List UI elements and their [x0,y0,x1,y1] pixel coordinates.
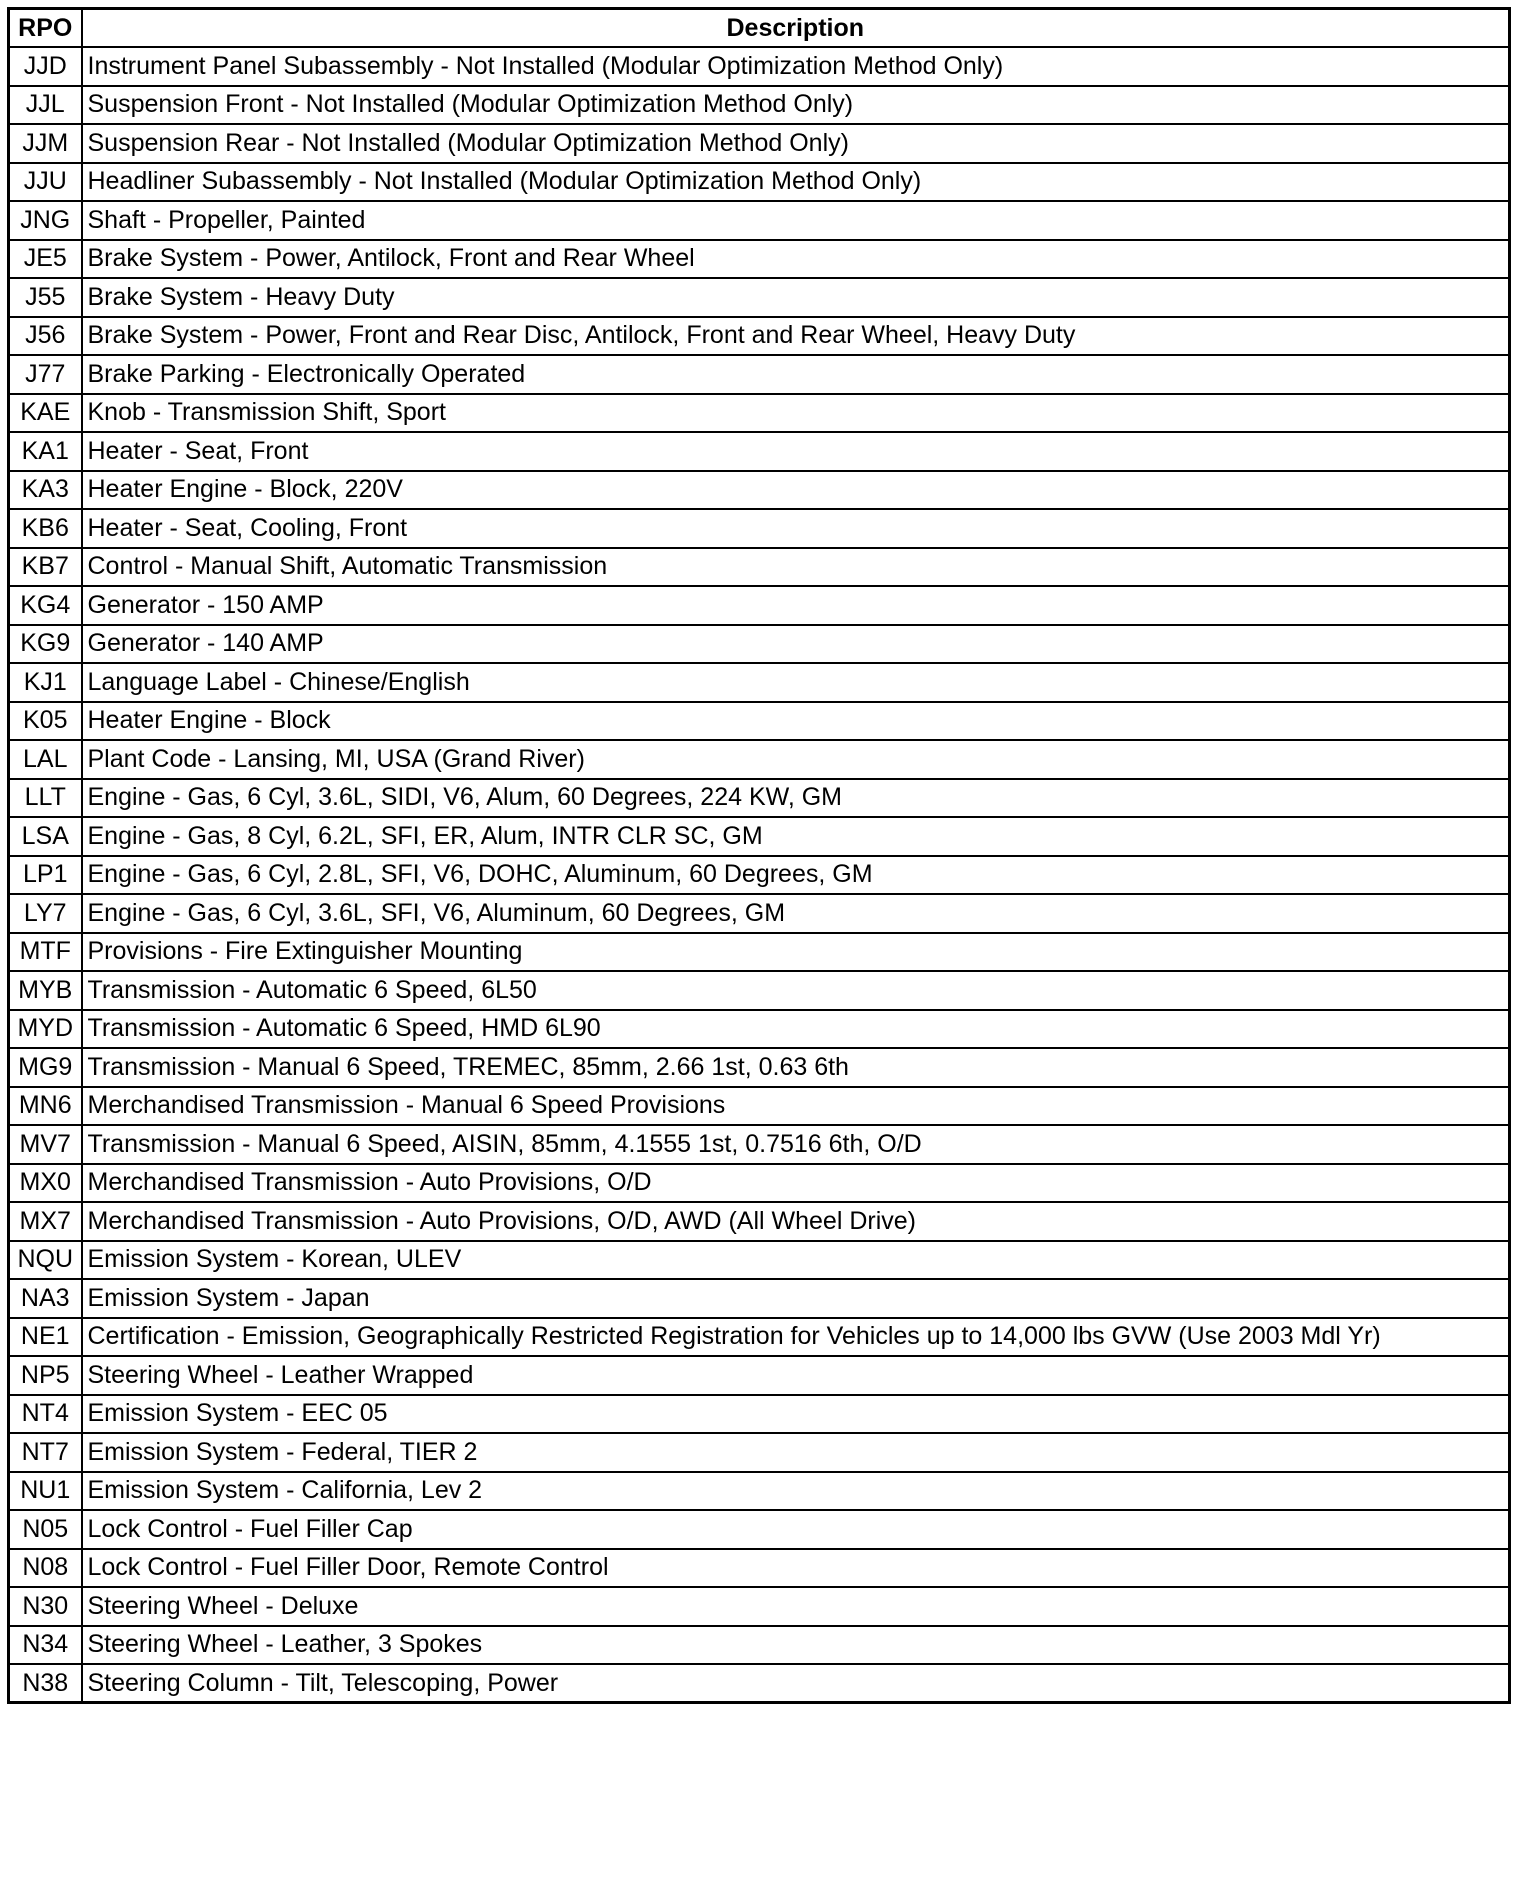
rpo-code: NT4 [9,1395,82,1434]
rpo-code: LP1 [9,856,82,895]
rpo-description: Instrument Panel Subassembly - Not Installed (Modular Optimization Method Only) [82,47,1510,86]
rpo-code: N08 [9,1549,82,1588]
rpo-code: K05 [9,702,82,741]
rpo-code: MTF [9,933,82,972]
table-row [9,394,1510,433]
table-row [9,548,1510,587]
table-row [9,432,1510,471]
table-row [9,1664,1510,1703]
rpo-code: NA3 [9,1279,82,1318]
rpo-description: Lock Control - Fuel Filler Door, Remote Control [82,1549,1510,1588]
rpo-description: Brake Parking - Electronically Operated [82,355,1510,394]
rpo-code: JNG [9,201,82,240]
rpo-description: Suspension Rear - Not Installed (Modular Optimization Method Only) [82,124,1510,163]
table-row [9,894,1510,933]
table-row [9,1125,1510,1164]
rpo-code: KB7 [9,548,82,587]
rpo-description: Language Label - Chinese/English [82,663,1510,702]
rpo-code: N34 [9,1626,82,1665]
rpo-description: Heater - Seat, Front [82,432,1510,471]
rpo-code: N38 [9,1664,82,1703]
rpo-code: KB6 [9,509,82,548]
rpo-description: Provisions - Fire Extinguisher Mounting [82,933,1510,972]
rpo-table [7,7,1511,1704]
rpo-description: Plant Code - Lansing, MI, USA (Grand River) [82,740,1510,779]
table-row [9,971,1510,1010]
rpo-description: Emission System - Japan [82,1279,1510,1318]
rpo-code: KJ1 [9,663,82,702]
rpo-code: JJL [9,86,82,125]
rpo-code: KA1 [9,432,82,471]
rpo-code: NQU [9,1241,82,1280]
table-row [9,1433,1510,1472]
table-row [9,1472,1510,1511]
rpo-description: Steering Column - Tilt, Telescoping, Power [82,1664,1510,1703]
table-row [9,702,1510,741]
rpo-code: MYB [9,971,82,1010]
rpo-description: Transmission - Automatic 6 Speed, 6L50 [82,971,1510,1010]
rpo-code: MN6 [9,1087,82,1126]
table-row [9,625,1510,664]
rpo-code: LSA [9,817,82,856]
rpo-code: J55 [9,278,82,317]
rpo-code: LAL [9,740,82,779]
rpo-code: N05 [9,1510,82,1549]
rpo-code: J77 [9,355,82,394]
table-row [9,1510,1510,1549]
table-row [9,355,1510,394]
rpo-code: NP5 [9,1356,82,1395]
table-row [9,1626,1510,1665]
table-row [9,240,1510,279]
table-row [9,1010,1510,1049]
rpo-code: N30 [9,1587,82,1626]
table-row [9,663,1510,702]
header-rpo: RPO [9,9,82,48]
table-row [9,1356,1510,1395]
table-row [9,1549,1510,1588]
rpo-description: Emission System - California, Lev 2 [82,1472,1510,1511]
rpo-description: Steering Wheel - Deluxe [82,1587,1510,1626]
rpo-description: Emission System - Federal, TIER 2 [82,1433,1510,1472]
rpo-description: Suspension Front - Not Installed (Modular Optimization Method Only) [82,86,1510,125]
rpo-code: MYD [9,1010,82,1049]
table-row [9,1318,1510,1357]
rpo-description: Generator - 140 AMP [82,625,1510,664]
table-row [9,1202,1510,1241]
rpo-description: Emission System - EEC 05 [82,1395,1510,1434]
table-row [9,201,1510,240]
table-row [9,1048,1510,1087]
rpo-code: JJD [9,47,82,86]
table-row [9,124,1510,163]
table-header-row [9,9,1510,48]
rpo-code: J56 [9,317,82,356]
table-row [9,740,1510,779]
rpo-code: LLT [9,779,82,818]
table-body [9,47,1510,1703]
rpo-code: KAE [9,394,82,433]
table-row [9,509,1510,548]
rpo-description: Steering Wheel - Leather, 3 Spokes [82,1626,1510,1665]
rpo-description: Certification - Emission, Geographically Restricted Registration for Vehicles up to 14,000 lbs GVW (Use 2003 Mdl Yr) [82,1318,1510,1357]
table-row [9,1395,1510,1434]
rpo-description: Knob - Transmission Shift, Sport [82,394,1510,433]
rpo-description: Brake System - Power, Front and Rear Disc, Antilock, Front and Rear Wheel, Heavy Duty [82,317,1510,356]
rpo-description: Engine - Gas, 6 Cyl, 3.6L, SFI, V6, Aluminum, 60 Degrees, GM [82,894,1510,933]
rpo-description: Engine - Gas, 6 Cyl, 3.6L, SIDI, V6, Alum, 60 Degrees, 224 KW, GM [82,779,1510,818]
rpo-description: Emission System - Korean, ULEV [82,1241,1510,1280]
rpo-code: NT7 [9,1433,82,1472]
rpo-code: NU1 [9,1472,82,1511]
rpo-code: MX0 [9,1164,82,1203]
header-description: Description [82,9,1510,48]
rpo-code: KA3 [9,471,82,510]
table-row [9,317,1510,356]
table-row [9,817,1510,856]
table-row [9,586,1510,625]
rpo-description: Merchandised Transmission - Auto Provisions, O/D, AWD (All Wheel Drive) [82,1202,1510,1241]
rpo-description: Control - Manual Shift, Automatic Transmission [82,548,1510,587]
rpo-description: Merchandised Transmission - Auto Provisions, O/D [82,1164,1510,1203]
rpo-description: Heater - Seat, Cooling, Front [82,509,1510,548]
table-row [9,779,1510,818]
rpo-description: Headliner Subassembly - Not Installed (Modular Optimization Method Only) [82,163,1510,202]
rpo-description: Heater Engine - Block, 220V [82,471,1510,510]
table-row [9,1164,1510,1203]
rpo-description: Engine - Gas, 8 Cyl, 6.2L, SFI, ER, Alum, INTR CLR SC, GM [82,817,1510,856]
rpo-description: Transmission - Automatic 6 Speed, HMD 6L90 [82,1010,1510,1049]
table-row [9,163,1510,202]
rpo-description: Steering Wheel - Leather Wrapped [82,1356,1510,1395]
table-row [9,1279,1510,1318]
table-row [9,47,1510,86]
rpo-description: Engine - Gas, 6 Cyl, 2.8L, SFI, V6, DOHC, Aluminum, 60 Degrees, GM [82,856,1510,895]
rpo-code: JJM [9,124,82,163]
table-row [9,1241,1510,1280]
rpo-code: MG9 [9,1048,82,1087]
rpo-code: MX7 [9,1202,82,1241]
table-row [9,471,1510,510]
rpo-description: Lock Control - Fuel Filler Cap [82,1510,1510,1549]
rpo-code: NE1 [9,1318,82,1357]
rpo-description: Heater Engine - Block [82,702,1510,741]
rpo-code: JJU [9,163,82,202]
rpo-description: Shaft - Propeller, Painted [82,201,1510,240]
rpo-code: MV7 [9,1125,82,1164]
table-row [9,1587,1510,1626]
rpo-code: KG9 [9,625,82,664]
table-row [9,1087,1510,1126]
rpo-code: KG4 [9,586,82,625]
rpo-code: JE5 [9,240,82,279]
rpo-description: Brake System - Heavy Duty [82,278,1510,317]
rpo-description: Brake System - Power, Antilock, Front and Rear Wheel [82,240,1510,279]
rpo-description: Merchandised Transmission - Manual 6 Speed Provisions [82,1087,1510,1126]
table-row [9,278,1510,317]
table-row [9,856,1510,895]
table-row [9,86,1510,125]
rpo-description: Generator - 150 AMP [82,586,1510,625]
table-row [9,933,1510,972]
rpo-description: Transmission - Manual 6 Speed, AISIN, 85mm, 4.1555 1st, 0.7516 6th, O/D [82,1125,1510,1164]
rpo-code: LY7 [9,894,82,933]
rpo-description: Transmission - Manual 6 Speed, TREMEC, 85mm, 2.66 1st, 0.63 6th [82,1048,1510,1087]
